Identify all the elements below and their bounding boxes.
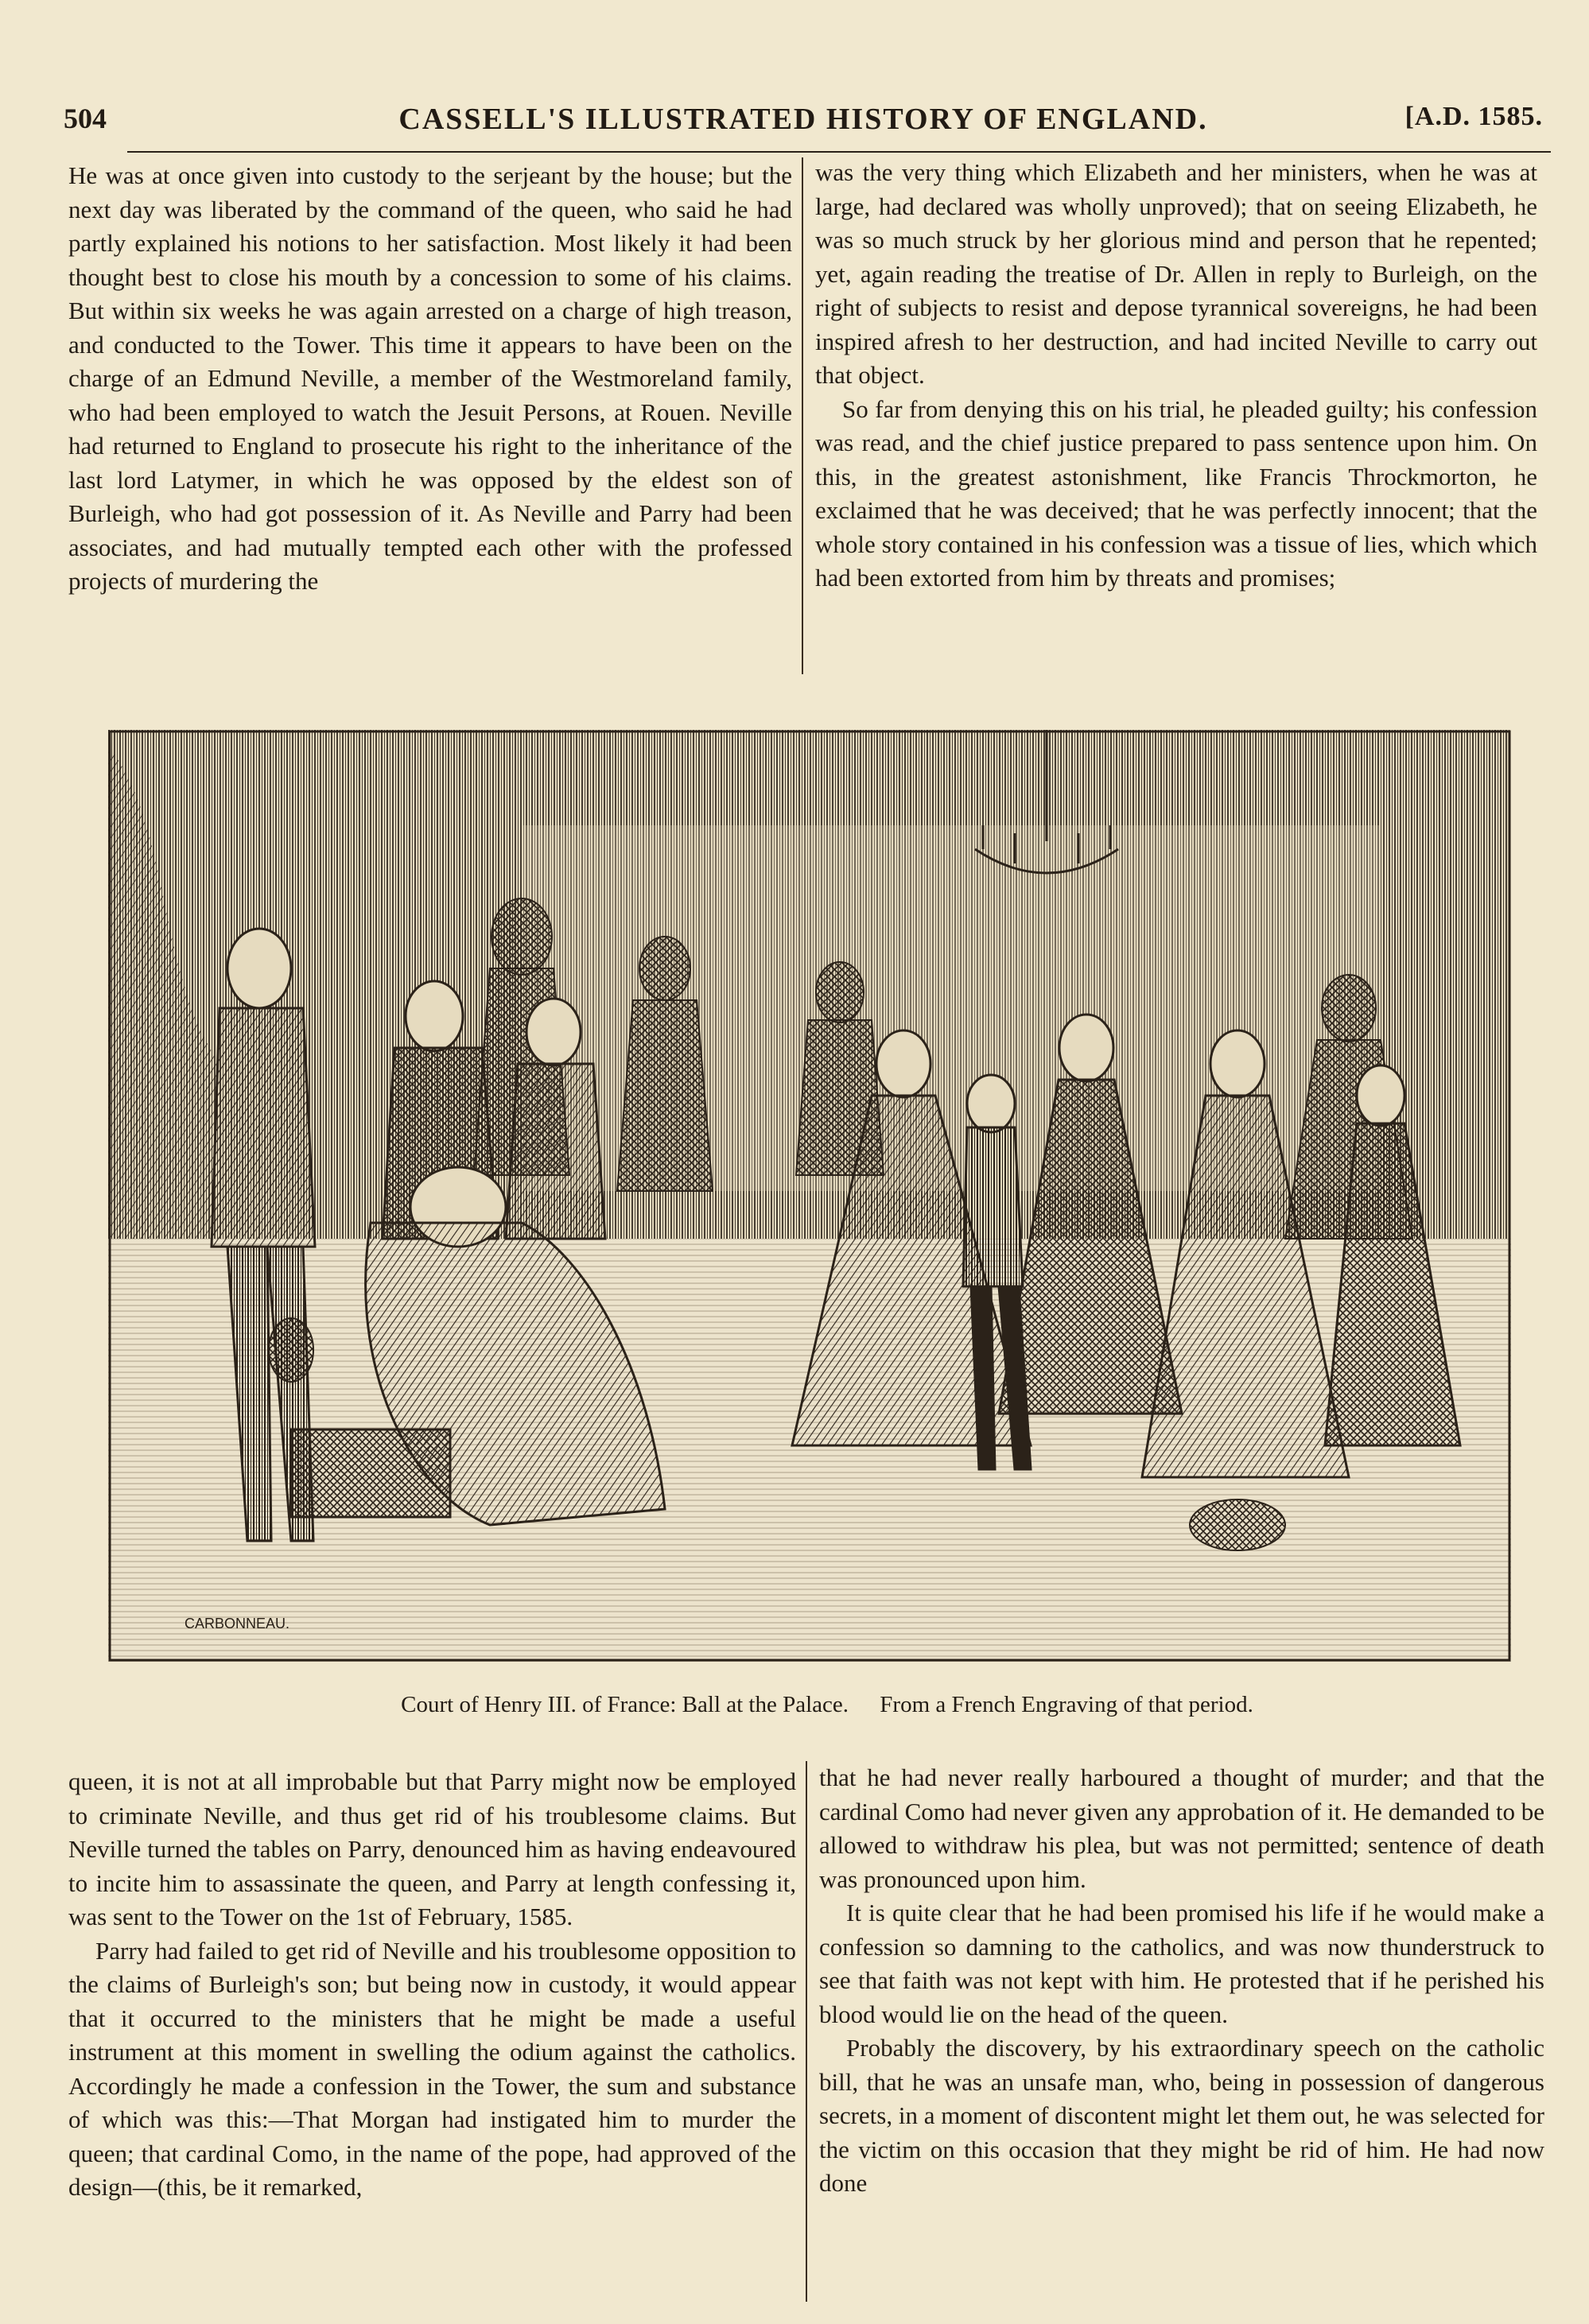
paragraph: Probably the discovery, by his extraordinary speech on the catholic bill, that he was an unsafe man, who, being in possession of dangerous secrets, in a moment of discontent might let them out, he was selected for the victim on this occasion that they might be rid of him. He had now done [819, 2034, 1544, 2197]
paragraph: was the very thing which Elizabeth and her ministers, when he was at large, had declared was wholly unproved); that on seeing Elizabeth, he was so much struck by her glorious mind and person that he repented; yet, again reading the treatise of Dr. Allen in reply to Burleigh, on the right of subjects to resist and depose tyrannical sovereigns, he had been inspired afresh to her destruction, and had incited Neville to carry out that object. [815, 158, 1537, 389]
column-divider [806, 1761, 807, 2302]
illustration-caption [111, 1692, 1543, 1718]
paragraph: So far from denying this on his trial, he pleaded guilty; his confession was read, and the chief justice prepared to pass sentence upon him. On this, in the greatest astonishment, like Francis Throckmorton, he exclaimed that he was deceived; that he was perfectly innocent; that the whole story contained in his confession was a tissue of lies, which which had been extorted from him by threats and promises; [815, 394, 1537, 592]
paragraph: It is quite clear that he had been promised his life if he would make a confession so damning to the catholics, and was now thunderstruck to see that faith was not kept with him. He protested that if he perished his blood would lie on the head of the queen. [819, 1899, 1544, 2028]
column-top-right [815, 156, 1537, 596]
caption-main: Court of Henry III. of France: Ball at the Palace. [401, 1692, 849, 1717]
page-number: 504 [64, 103, 107, 134]
paragraph: He was at once given into custody to the serjeant by the house; but the next day was liberated by the command of the queen, who said he had partly explained his notions to her satisfaction. Most likely it had been thought best to close his mouth by a concession to some of his claims. But within six weeks he was again arrested on a charge of high treason, and conducted to the Tower. This time it appears to have been on the charge of an Edmund Neville, a member of the Westmoreland family, who had been employed to watch the Jesuit Persons, at Rouen. Neville had returned to England to prosecute his right to the inheritance of the last lord Latymer, in which he was opposed by the eldest son of Burleigh, who had got possession of it. As Neville and Parry had been associates, and had mutually tempted each other with the professed projects of murdering the [68, 161, 792, 595]
ball-engraving-illustration [108, 730, 1511, 1662]
paragraph: Parry had failed to get rid of Neville and his troublesome opposition to the claims of Burleigh's son; but being now in custody, it would appear that it occurred to the ministers that he might be made a useful instrument at this moment in swelling the odium against the catholics. Accordingly he made a confession in the Tower, the sum and substance of which was this:—That Morgan had instigated him to murder the queen; that cardinal Como, in the name of the pope, had approved of the design—(this, be it remarked, [68, 1936, 796, 2201]
caption-source: From a French Engraving of that period. [880, 1692, 1253, 1717]
paragraph: queen, it is not at all improbable but that Parry might now be employed to criminate Neville, and thus get rid of his troublesome claims. But Neville turned the tables on Parry, denounced him as having endeavoured to incite him to assassinate the queen, and Parry at length confessing it, was sent to the Tower on the 1st of February, 1585. [68, 1767, 796, 1930]
engraver-signature: CARBONNEAU. [185, 1616, 290, 1631]
column-divider [802, 157, 803, 674]
column-top-left [68, 159, 792, 599]
paragraph: that he had never really harboured a thought of murder; and that the cardinal Como had never given any approbation of it. He demanded to be allowed to withdraw his plea, but was not permitted; sentence of death was pronounced upon him. [819, 1763, 1544, 1893]
header-rule [127, 151, 1551, 153]
column-bottom-left [68, 1765, 796, 2205]
running-title: CASSELL'S ILLUSTRATED HISTORY OF ENGLAND. [398, 103, 1208, 136]
running-date: [A.D. 1585. [1404, 102, 1543, 131]
column-bottom-right [819, 1761, 1544, 2201]
running-header [64, 102, 1543, 142]
